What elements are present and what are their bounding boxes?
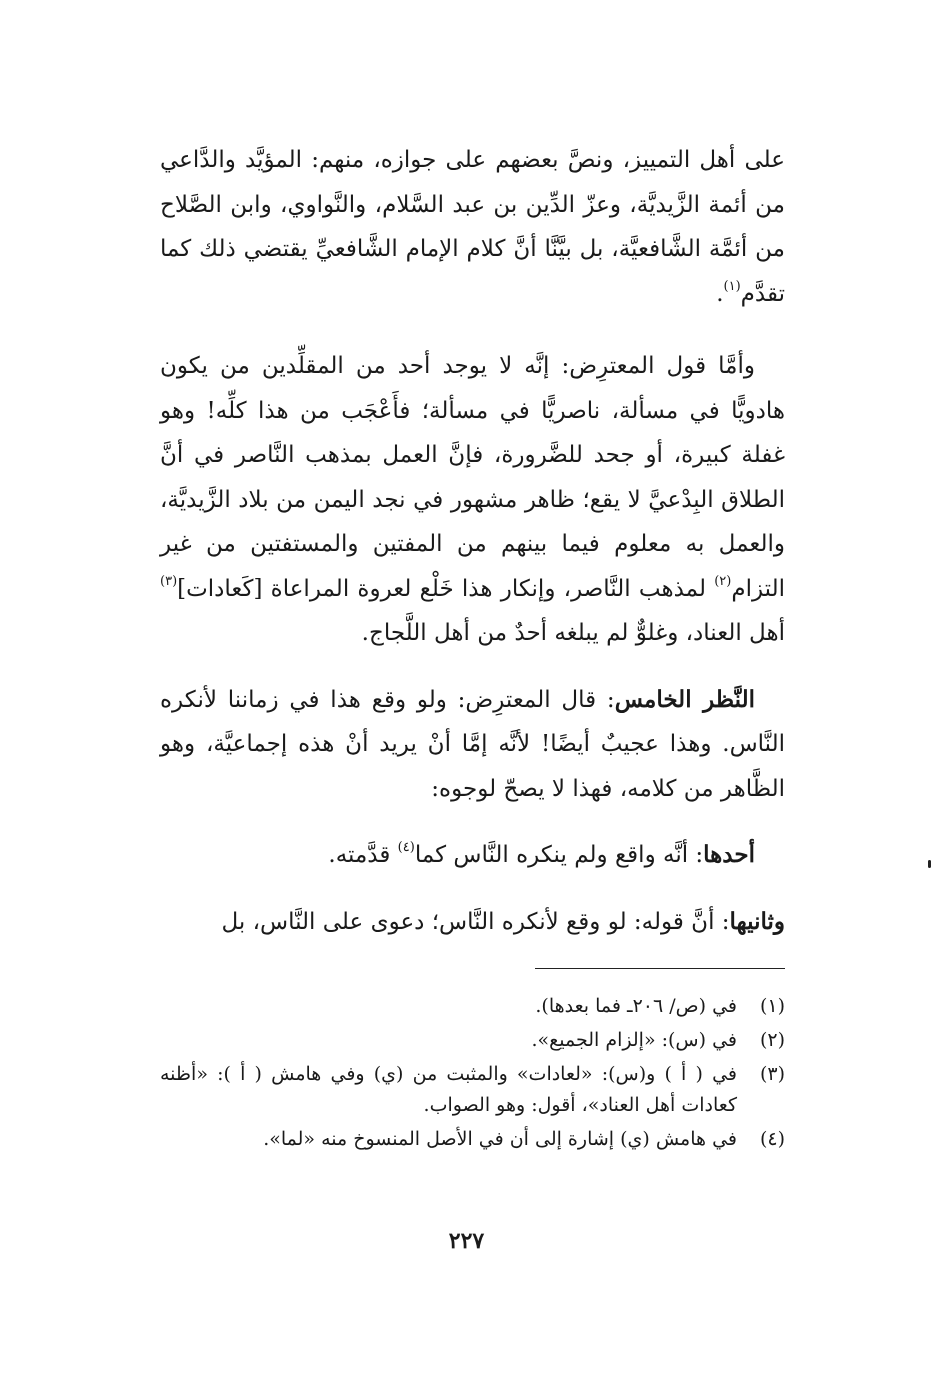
paragraph-1-end: . <box>716 280 724 307</box>
point-heading-second: وثانيها <box>729 907 785 935</box>
paragraph-1-text: على أهل التمييز، ونصَّ بعضهم على جوازه، منهم: المؤيَّد والدَّاعي من أئمة الزَّيديَّة، وعزّ الدِّين بن عبد السَّلام، والنَّواوي، وابن الصَّلاح من أئمَّة الشَّافعيَّة، بل بيَّنَّا أنَّ كلام الإمام الشَّافعيِّ يقتضي ذلك كما تقدَّم <box>160 147 785 307</box>
section-heading-fifth-view: النَّظر الخامس <box>614 685 755 713</box>
paragraph-4-part-b: قدَّمته. <box>328 842 398 868</box>
footnote-text: في (ص/ ٢٠٦ـ فما بعدها). <box>535 995 737 1017</box>
footnote-2 <box>160 1025 785 1056</box>
footnote-3 <box>160 1059 785 1121</box>
footnote-ref-2: (٢) <box>714 573 732 589</box>
page-number: ٢٢٧ <box>448 1228 485 1254</box>
footnote-number: (١) <box>759 995 785 1017</box>
footnote-number: (٣) <box>759 1063 785 1085</box>
footnote-ref-3: (٣) <box>160 573 178 589</box>
footnote-text: في ( أ ) و(س): «لعادات» والمثبت من (ي) وفي هامش ( أ ): «أظنه كعادات أهل العناد»، أقول: وهو الصواب. <box>160 1063 737 1116</box>
paragraph-2-part-b: لمذهب النَّاصر، وإنكار هذا خَلْع لعروة المراعاة [كَعادات] <box>177 575 715 602</box>
paragraph-3-text: : قال المعترِض: ولو وقع هذا في زماننا لأنكره النَّاس. وهذا عجيبٌ أيضًا! لأنَّه إمَّا أنْ يريد أنْ هذه إجماعيَّة، وهو الظَّاهر من كلامه، فهذا لا يصحّ لوجوه: <box>160 686 785 802</box>
footnote-ref-4: (٤) <box>397 840 415 855</box>
paragraph-5 <box>160 900 785 945</box>
footnotes <box>160 991 785 1155</box>
footnote-ref-1: (١) <box>723 278 741 294</box>
paragraph-4 <box>160 833 785 878</box>
paragraph-1 <box>160 138 785 316</box>
footnote-number: (٤) <box>759 1128 785 1150</box>
footnote-4 <box>160 1124 785 1155</box>
point-heading-first: أحدها <box>703 841 755 868</box>
footnote-separator <box>535 968 785 969</box>
paragraph-2-part-a: وأمَّا قول المعترِض: إنَّه لا يوجد أحد من المقلِّدين من يكون هادويًّا في مسألة، ناصريًّا في مسألة؛ فأَعْجَب من هذا كلِّه! وهو غفلة كبيرة، أو جحد للضَّرورة، فإنَّ العمل بمذهب النَّاصر في أنَّ الطلاق البِدْعيَّ لا يقع؛ ظاهر مشهور في نجد اليمن من بلاد الزَّيديَّة، والعمل به معلوم فيما بينهم من المفتين والمستفتين من غير التزام <box>160 353 785 602</box>
paragraph-5-text: : أنَّ قوله: لو وقع لأنكره النَّاس؛ دعوى على النَّاس، بل <box>221 908 730 935</box>
footnote-1 <box>160 991 785 1022</box>
footnote-number: (٢) <box>759 1029 785 1051</box>
footnote-text: في (س): «إلزام الجميع». <box>531 1029 737 1051</box>
paragraph-3 <box>160 678 785 812</box>
footnote-text: في هامش (ي) إشارة إلى أن في الأصل المنسوخ منه «لما». <box>263 1128 737 1150</box>
paragraph-2-part-c: أهل العناد، وغلوٌّ لم يبلغه أحدٌ من أهل اللَّجاج. <box>361 620 785 646</box>
page-body <box>160 138 785 1158</box>
scan-mark <box>928 860 931 868</box>
paragraph-2 <box>160 344 785 656</box>
paragraph-4-part-a: : أنَّه واقع ولم ينكره النَّاس كما <box>414 842 704 868</box>
